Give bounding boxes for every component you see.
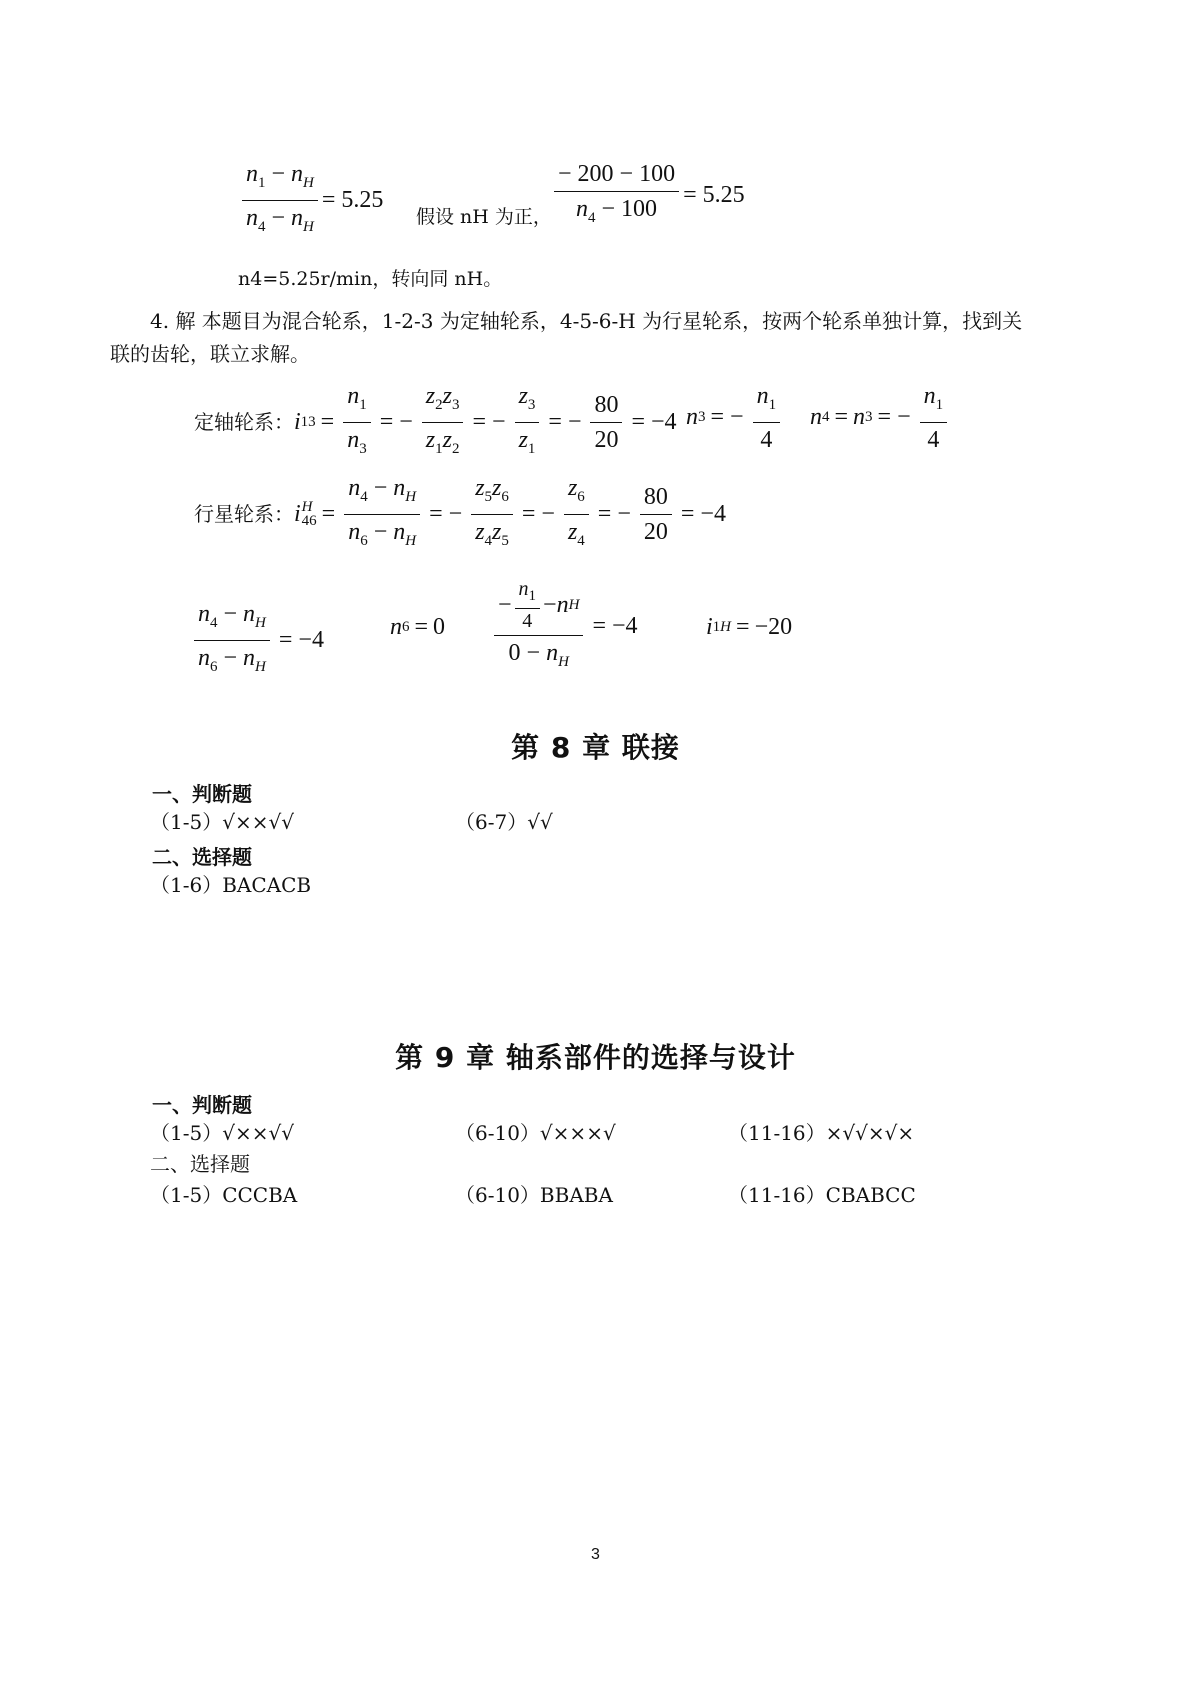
ch9-judgement-11-16: （11-16）×√√×√× — [728, 1121, 915, 1145]
equation-i13: i 13 = $\frac{n_1}{n_3}$ = − $\frac{z_2z_3}{z_1z_2}$ = − $\frac{z_3}{z_1}$ = − $\frac{80}{20}$ = −4 — [294, 383, 677, 457]
equation-i1H: i 1H = −20 — [706, 614, 793, 640]
equation-fixed-axis — [194, 382, 682, 463]
assumption-note: 假设 nH 为正， — [416, 206, 552, 228]
equation-rhs: = 5.25 — [683, 182, 745, 209]
equation-rhs: = 5.25 — [321, 186, 384, 213]
equation-substituted — [550, 160, 745, 232]
ch9-choice-11-16: （11-16）CBABCC — [728, 1183, 916, 1207]
planetary-label: 行星轮系： — [194, 502, 294, 527]
ch8-section-choice-title: 二、选择题 — [152, 845, 252, 869]
chapter-8-title: 第 8 章 联接 — [511, 731, 680, 764]
equation-n4-n3: n 4 = n 3 = − $\frac{n_1}{4}$ — [810, 382, 951, 454]
equation-n6-zero: n 6 = 0 — [390, 614, 446, 640]
ch9-section-choice-title: 二、选择题 — [150, 1152, 250, 1176]
ch9-judgement-6-10: （6-10）√×××√ — [455, 1121, 616, 1145]
equation-planetary — [194, 474, 731, 555]
equation-n3: n 3 = − $\frac{n_1}{4}$ — [686, 382, 784, 454]
ch9-section-judgement-title: 一、判断题 — [152, 1093, 252, 1117]
equation-combined-1: $\frac{n_4 - n_H}{n_6 - n_H}$ = −4 — [190, 600, 329, 681]
equation-ratio-14 — [238, 160, 383, 241]
ch8-section-judgement-title: 一、判断题 — [152, 782, 252, 806]
ch9-choice-1-5: （1-5）CCCBA — [150, 1183, 298, 1207]
problem-4-line-1: 4. 解 本题目为混合轮系，1-2-3 为定轴轮系，4-5-6-H 为行星轮系，按两个轮系单独计算，找到关 — [150, 309, 1023, 333]
result-n4: n4=5.25r/min，转向同 nH。 — [238, 268, 503, 290]
fraction: $\frac{- 200 - 100}{n_4 - 100}$ — [554, 160, 679, 232]
ch8-judgement-6-7: （6-7）√√ — [455, 810, 553, 834]
problem-4-line-2: 联的齿轮，联立求解。 — [110, 342, 310, 366]
ch8-choice-1-6: （1-6）BACACB — [150, 873, 312, 897]
ch9-judgement-1-5: （1-5）√××√√ — [150, 1121, 294, 1145]
ch9-choice-6-10: （6-10）BBABA — [455, 1183, 613, 1207]
equation-combined-2: − $\frac{n_1}{4}$ − n H $0 - n_H$ = −4 — [490, 578, 643, 676]
page-number: 3 — [591, 1546, 600, 1563]
equation-i46H: i H 46 = $\frac{n_4 - n_H}{n_6 - n_H}$ = − $\frac{z_5z_6}{z_4z_5}$ = − $\frac{z_6}{z_4}$ = − $\frac{80}{20}$ = −4 — [294, 475, 726, 549]
fraction: $\frac{n_1 - n_H}{n_4 - n_H}$ — [242, 160, 318, 241]
fixed-axis-label: 定轴轮系： — [194, 410, 294, 435]
ch8-judgement-1-5: （1-5）√××√√ — [150, 810, 294, 834]
chapter-9-title: 第 9 章 轴系部件的选择与设计 — [395, 1041, 796, 1074]
